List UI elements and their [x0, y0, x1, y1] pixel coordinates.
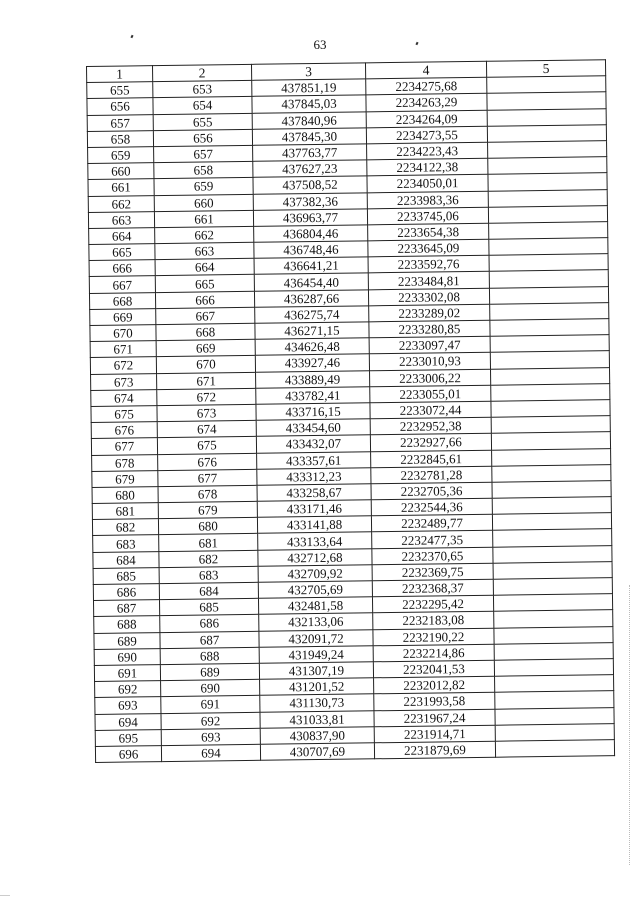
table-cell-col-1: 693 [95, 697, 161, 714]
table-cell-col-2: 664 [155, 259, 254, 276]
coordinates-table-container [86, 59, 615, 763]
table-cell-col-3: 430837,90 [260, 726, 374, 744]
table-cell-col-1: 688 [94, 616, 160, 633]
table-cell-col-5 [491, 383, 610, 401]
column-header-3: 3 [251, 63, 365, 81]
table-cell-col-5 [491, 400, 610, 418]
table-cell-col-1: 666 [89, 260, 155, 277]
table-cell-col-5 [494, 626, 613, 644]
table-cell-col-4: 2233280,85 [369, 320, 490, 338]
column-header-4: 4 [365, 61, 486, 79]
table-cell-col-1: 670 [90, 325, 156, 342]
table-cell-col-5 [493, 594, 612, 612]
table-cell-col-1: 676 [91, 422, 157, 439]
table-cell-col-2: 658 [154, 161, 253, 178]
table-cell-col-4: 2231967,24 [374, 709, 495, 727]
table-cell-col-4: 2233302,08 [368, 288, 489, 306]
table-cell-col-4: 2231879,69 [374, 741, 495, 759]
table-cell-col-1: 667 [89, 276, 155, 293]
coordinates-table [86, 59, 615, 763]
table-cell-col-3: 431949,24 [259, 646, 373, 664]
table-cell-col-1: 660 [88, 163, 154, 180]
table-cell-col-1: 675 [91, 406, 157, 423]
table-cell-col-4: 2232489,77 [371, 514, 492, 532]
table-cell-col-3: 437845,03 [252, 95, 366, 113]
table-cell-col-4: 2233645,09 [368, 239, 489, 257]
table-cell-col-4: 2232477,35 [372, 531, 493, 549]
table-cell-col-4: 2234273,55 [366, 126, 487, 144]
table-cell-col-1: 677 [91, 438, 157, 455]
table-cell-col-4: 2232952,38 [370, 417, 491, 435]
table-cell-col-3: 437840,96 [252, 111, 366, 129]
table-cell-col-2: 678 [158, 485, 257, 502]
table-cell-col-1: 696 [95, 745, 161, 762]
table-cell-col-1: 671 [90, 341, 156, 358]
table-cell-col-3: 433133,64 [258, 532, 372, 550]
table-cell-col-4: 2234275,68 [366, 77, 487, 95]
table-cell-col-2: 687 [160, 631, 259, 648]
table-cell-col-4: 2233055,01 [370, 385, 491, 403]
table-cell-col-5 [489, 238, 608, 256]
table-cell-col-5 [487, 108, 606, 126]
table-cell-col-3: 437763,77 [253, 144, 367, 162]
table-cell-col-3: 431307,19 [259, 662, 373, 680]
table-cell-col-2: 653 [153, 81, 252, 98]
table-cell-col-4: 2233592,76 [368, 255, 489, 273]
table-cell-col-5 [489, 222, 608, 240]
table-cell-col-3: 433141,88 [257, 516, 371, 534]
table-cell-col-1: 662 [88, 195, 154, 212]
table-cell-col-1: 661 [88, 179, 154, 196]
table-cell-col-5 [490, 351, 609, 369]
table-cell-col-2: 685 [159, 598, 258, 615]
table-cell-col-1: 689 [94, 632, 160, 649]
table-cell-col-3: 436748,46 [254, 241, 368, 259]
table-cell-col-4: 2232370,65 [372, 547, 493, 565]
table-cell-col-5 [492, 464, 611, 482]
table-cell-col-5 [488, 189, 607, 207]
table-cell-col-2: 671 [157, 372, 256, 389]
table-cell-col-1: 679 [92, 470, 158, 487]
table-cell-col-1: 695 [95, 729, 161, 746]
table-cell-col-5 [489, 254, 608, 272]
table-cell-col-2: 689 [160, 663, 259, 680]
table-cell-col-2: 659 [154, 178, 253, 195]
table-cell-col-4: 2234223,43 [367, 142, 488, 160]
table-cell-col-2: 660 [154, 194, 253, 211]
table-cell-col-4: 2233072,44 [370, 401, 491, 419]
scan-edge-marks [629, 585, 631, 865]
table-cell-col-4: 2234122,38 [367, 158, 488, 176]
table-cell-col-5 [495, 691, 614, 709]
table-cell-col-5 [495, 675, 614, 693]
table-cell-col-5 [490, 335, 609, 353]
table-cell-col-2: 692 [161, 712, 260, 729]
table-body [87, 76, 615, 763]
table-cell-col-2: 684 [159, 582, 258, 599]
table-cell-col-2: 690 [161, 679, 260, 696]
table-cell-col-3: 432709,92 [258, 565, 372, 583]
table-cell-col-1: 659 [88, 147, 154, 164]
table-cell-col-5 [493, 561, 612, 579]
table-cell-col-1: 686 [93, 584, 159, 601]
table-cell-col-2: 672 [157, 388, 256, 405]
table-cell-col-2: 686 [160, 615, 259, 632]
table-cell-col-3: 437627,23 [253, 160, 367, 178]
column-header-2: 2 [153, 64, 252, 81]
table-cell-col-1: 663 [88, 211, 154, 228]
table-cell-col-4: 2233983,36 [367, 191, 488, 209]
table-cell-col-4: 2232927,66 [370, 434, 491, 452]
table-cell-col-5 [491, 432, 610, 450]
table-cell-col-3: 436275,74 [255, 306, 369, 324]
table-cell-col-1: 678 [92, 454, 158, 471]
table-cell-col-2: 654 [153, 97, 252, 114]
table-cell-col-3: 433357,61 [257, 451, 371, 469]
table-cell-col-2: 662 [155, 226, 254, 243]
table-cell-col-4: 2232781,28 [371, 466, 492, 484]
table-cell-col-3: 430707,69 [260, 743, 374, 761]
column-header-5: 5 [486, 60, 605, 78]
table-cell-col-1: 690 [94, 648, 160, 665]
table-cell-col-5 [488, 205, 607, 223]
table-cell-col-3: 436287,66 [254, 289, 368, 307]
table-cell-col-5 [489, 270, 608, 288]
table-cell-col-3: 436641,21 [254, 257, 368, 275]
table-cell-col-3: 433716,15 [256, 403, 370, 421]
table-cell-col-3: 433258,67 [257, 484, 371, 502]
table-cell-col-4: 2233289,02 [369, 304, 490, 322]
table-cell-col-1: 655 [87, 82, 153, 99]
table-cell-col-2: 669 [156, 339, 255, 356]
table-cell-col-3: 432712,68 [258, 548, 372, 566]
table-cell-col-2: 665 [155, 275, 254, 292]
table-cell-col-3: 433782,41 [256, 387, 370, 405]
table-cell-col-5 [487, 124, 606, 142]
table-cell-col-4: 2232041,53 [373, 660, 494, 678]
table-cell-col-3: 436963,77 [253, 209, 367, 227]
scan-edge-line [0, 895, 10, 896]
table-cell-col-4: 2231993,58 [374, 693, 495, 711]
table-cell-col-2: 693 [161, 728, 260, 745]
table-cell-col-2: 670 [156, 356, 255, 373]
table-cell-col-4: 2234264,09 [366, 110, 487, 128]
table-cell-col-4: 2231914,71 [374, 725, 495, 743]
table-cell-col-1: 691 [94, 665, 160, 682]
table-cell-col-2: 676 [158, 453, 257, 470]
table-cell-col-5 [492, 481, 611, 499]
table-cell-col-4: 2233097,47 [369, 336, 490, 354]
table-cell-col-3: 433432,07 [256, 435, 370, 453]
table-cell-col-1: 658 [87, 130, 153, 147]
table-cell-col-1: 673 [91, 373, 157, 390]
table-cell-col-3: 433171,46 [257, 500, 371, 518]
table-cell-col-4: 2234263,29 [366, 94, 487, 112]
table-cell-col-5 [495, 740, 614, 758]
table-cell-col-2: 655 [153, 113, 252, 130]
table-cell-col-4: 2233654,38 [368, 223, 489, 241]
table-cell-col-3: 437845,30 [252, 128, 366, 146]
table-cell-col-2: 661 [154, 210, 253, 227]
table-cell-col-4: 2232705,36 [371, 482, 492, 500]
table-cell-col-3: 432705,69 [258, 581, 372, 599]
table-cell-col-3: 432091,72 [259, 629, 373, 647]
table-cell-col-1: 684 [93, 551, 159, 568]
table-cell-col-5 [488, 173, 607, 191]
table-cell-col-5 [490, 367, 609, 385]
table-cell-col-3: 436804,46 [254, 225, 368, 243]
table-cell-col-2: 663 [155, 242, 254, 259]
table-cell-col-1: 668 [89, 292, 155, 309]
table-cell-col-1: 692 [95, 681, 161, 698]
table-cell-col-1: 664 [89, 227, 155, 244]
table-cell-col-5 [487, 92, 606, 110]
table-cell-col-3: 432133,06 [259, 613, 373, 631]
table-cell-col-3: 431130,73 [260, 694, 374, 712]
table-cell-col-4: 2233010,93 [369, 353, 490, 371]
table-cell-col-4: 2232368,37 [372, 579, 493, 597]
table-cell-col-5 [492, 497, 611, 515]
table-cell-col-1: 694 [95, 713, 161, 730]
table-cell-col-2: 688 [160, 647, 259, 664]
table-cell-col-5 [490, 302, 609, 320]
table-cell-col-4: 2232214,86 [373, 644, 494, 662]
table-cell-col-4: 2232183,08 [373, 612, 494, 630]
table-cell-col-5 [492, 448, 611, 466]
table-cell-col-2: 674 [157, 420, 256, 437]
table-cell-col-4: 2232190,22 [373, 628, 494, 646]
table-cell-col-4: 2233006,22 [370, 369, 491, 387]
table-cell-col-1: 672 [90, 357, 156, 374]
table-cell-col-3: 433889,49 [256, 370, 370, 388]
table-cell-col-1: 680 [92, 486, 158, 503]
table-cell-col-1: 657 [87, 114, 153, 131]
table-cell-col-4: 2234050,01 [367, 175, 488, 193]
table-cell-col-5 [487, 76, 606, 94]
table-cell-col-3: 433312,23 [257, 467, 371, 485]
table-cell-col-3: 431033,81 [260, 710, 374, 728]
table-cell-col-1: 681 [92, 503, 158, 520]
table-cell-col-3: 431201,52 [260, 678, 374, 696]
table-cell-col-4: 2233745,06 [367, 207, 488, 225]
table-cell-col-5 [488, 141, 607, 159]
table-cell-col-2: 656 [153, 129, 252, 146]
table-cell-col-4: 2232845,61 [371, 450, 492, 468]
table-cell-col-5 [494, 610, 613, 628]
table-cell-col-2: 675 [157, 437, 256, 454]
table-cell-col-1: 674 [91, 389, 157, 406]
table-cell-col-3: 432481,58 [258, 597, 372, 615]
table-cell-col-5 [493, 578, 612, 596]
table-cell-col-5 [495, 707, 614, 725]
table-cell-col-1: 682 [92, 519, 158, 536]
table-cell-col-1: 687 [93, 600, 159, 617]
table-cell-col-2: 691 [161, 696, 260, 713]
table-cell-col-5 [488, 157, 607, 175]
table-cell-col-5 [491, 416, 610, 434]
table-cell-col-3: 436271,15 [255, 322, 369, 340]
table-cell-col-2: 694 [161, 744, 260, 761]
table-cell-col-3: 433927,46 [255, 354, 369, 372]
table-cell-col-3: 433454,60 [256, 419, 370, 437]
table-cell-col-2: 657 [154, 145, 253, 162]
table-cell-col-5 [494, 659, 613, 677]
table-cell-col-1: 683 [93, 535, 159, 552]
table-cell-col-2: 667 [156, 307, 255, 324]
table-cell-col-4: 2232544,36 [371, 498, 492, 516]
table-cell-col-5 [495, 723, 614, 741]
table-cell-col-3: 437508,52 [253, 176, 367, 194]
table-cell-col-5 [489, 286, 608, 304]
table-cell-col-2: 668 [156, 323, 255, 340]
table-cell-col-2: 682 [159, 550, 258, 567]
table-cell-col-3: 434626,48 [255, 338, 369, 356]
table-cell-col-4: 2232369,75 [372, 563, 493, 581]
table-cell-col-2: 681 [159, 534, 258, 551]
table-cell-col-5 [493, 545, 612, 563]
table-cell-col-1: 656 [87, 98, 153, 115]
table-cell-col-2: 666 [155, 291, 254, 308]
table-cell-col-1: 685 [93, 567, 159, 584]
table-cell-col-2: 679 [158, 501, 257, 518]
page-number: 63 [313, 37, 327, 52]
column-header-1: 1 [87, 66, 153, 83]
table-cell-col-1: 669 [90, 308, 156, 325]
table-cell-col-5 [493, 529, 612, 547]
table-cell-col-4: 2232012,82 [374, 676, 495, 694]
table-cell-col-2: 683 [159, 566, 258, 583]
table-cell-col-2: 673 [157, 404, 256, 421]
table-cell-col-4: 2232295,42 [372, 595, 493, 613]
table-cell-col-3: 437851,19 [252, 79, 366, 97]
table-cell-col-2: 677 [158, 469, 257, 486]
table-cell-col-4: 2233484,81 [368, 272, 489, 290]
table-cell-col-5 [494, 642, 613, 660]
table-cell-col-1: 665 [89, 244, 155, 261]
table-cell-col-3: 437382,36 [253, 192, 367, 210]
table-cell-col-3: 436454,40 [254, 273, 368, 291]
table-cell-col-2: 680 [158, 518, 257, 535]
table-cell-col-5 [490, 319, 609, 337]
table-cell-col-5 [492, 513, 611, 531]
